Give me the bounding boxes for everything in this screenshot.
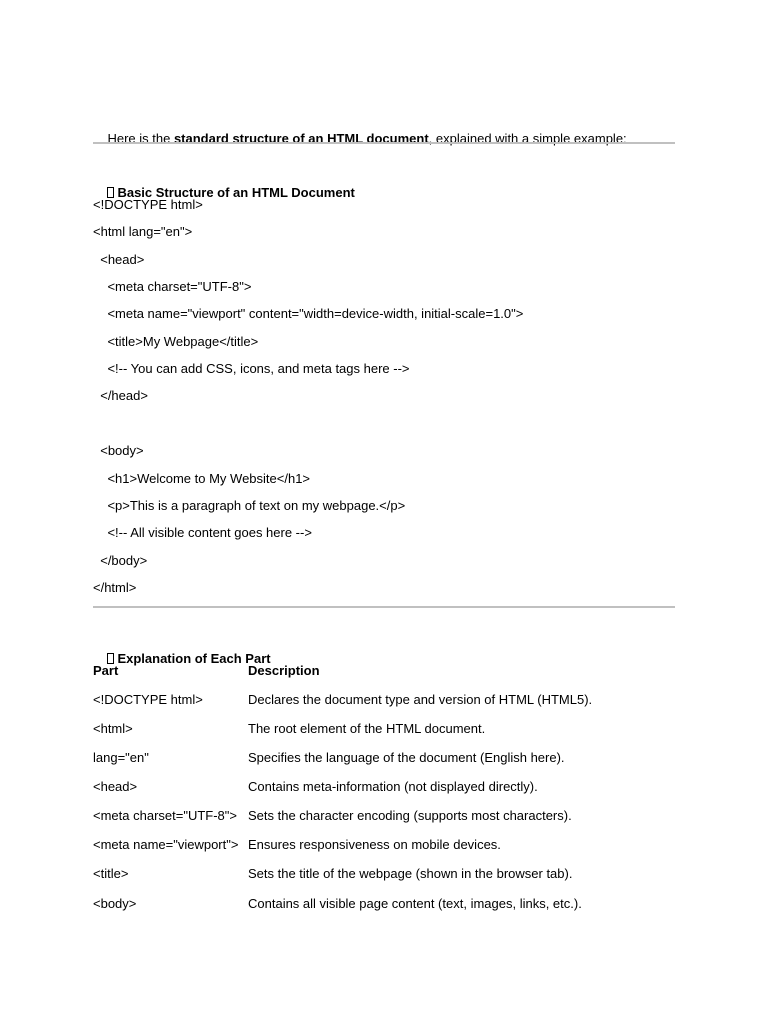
table-row <box>93 721 693 737</box>
table-row <box>93 866 693 882</box>
table-cell-description: The root element of the HTML document. <box>248 721 486 736</box>
code-line: <meta charset="UTF-8"> <box>93 279 252 294</box>
table-cell-description: Sets the character encoding (supports most characters). <box>248 808 572 823</box>
table-cell-description: Ensures responsiveness on mobile devices. <box>248 837 501 852</box>
table-cell-part: <head> <box>93 779 138 794</box>
section2-heading-text: Explanation of Each Part <box>117 651 271 666</box>
code-line: <html lang="en"> <box>93 224 193 239</box>
code-line: <title>My Webpage</title> <box>93 334 259 349</box>
table-cell-description: Contains meta-information (not displayed directly). <box>248 779 538 794</box>
table-cell-description: Sets the title of the webpage (shown in the browser tab). <box>248 866 573 881</box>
intro-prefix: Here is the <box>107 131 174 146</box>
table-cell-part: <meta charset="UTF-8"> <box>93 808 237 823</box>
intro-suffix: , explained with a simple example: <box>428 131 627 146</box>
code-line: </body> <box>93 553 148 568</box>
intro-bold: standard structure of an HTML document <box>173 131 429 146</box>
code-line: <!-- You can add CSS, icons, and meta tags here --> <box>93 361 410 376</box>
code-line: <meta name="viewport" content="width=device-width, initial-scale=1.0"> <box>93 306 524 321</box>
table-cell-part: <meta name="viewport"> <box>93 837 239 852</box>
table-cell-part: <!DOCTYPE html> <box>93 692 203 707</box>
table-row <box>93 808 693 824</box>
table-cell-part: <title> <box>93 866 129 881</box>
table-header-part: Part <box>93 663 119 678</box>
table-cell-part: lang="en" <box>93 750 149 765</box>
table-row <box>93 750 693 766</box>
table-header-row <box>93 663 693 679</box>
code-line: </head> <box>93 388 148 403</box>
table-row <box>93 837 693 853</box>
table-cell-description: Contains all visible page content (text, images, links, etc.). <box>248 896 582 911</box>
table-row <box>93 896 693 912</box>
table-row <box>93 779 693 795</box>
divider-2 <box>93 606 675 608</box>
table-cell-part: <html> <box>93 721 133 736</box>
code-line: <head> <box>93 252 145 267</box>
code-line: <h1>Welcome to My Website</h1> <box>93 471 311 486</box>
table-cell-description: Specifies the language of the document (English here). <box>248 750 565 765</box>
section1-heading-text: Basic Structure of an HTML Document <box>117 185 355 200</box>
table-row <box>93 692 693 708</box>
code-line: </html> <box>93 580 137 595</box>
code-line: <!DOCTYPE html> <box>93 197 203 212</box>
code-line: <p>This is a paragraph of text on my webpage.</p> <box>93 498 406 513</box>
intro-paragraph <box>93 115 627 163</box>
divider-1 <box>93 142 675 144</box>
table-cell-description: Declares the document type and version of HTML (HTML5). <box>248 692 593 707</box>
table-cell-part: <body> <box>93 896 137 911</box>
table-header-description: Description <box>248 663 320 678</box>
code-line: <body> <box>93 443 144 458</box>
code-line: <!-- All visible content goes here --> <box>93 525 312 540</box>
